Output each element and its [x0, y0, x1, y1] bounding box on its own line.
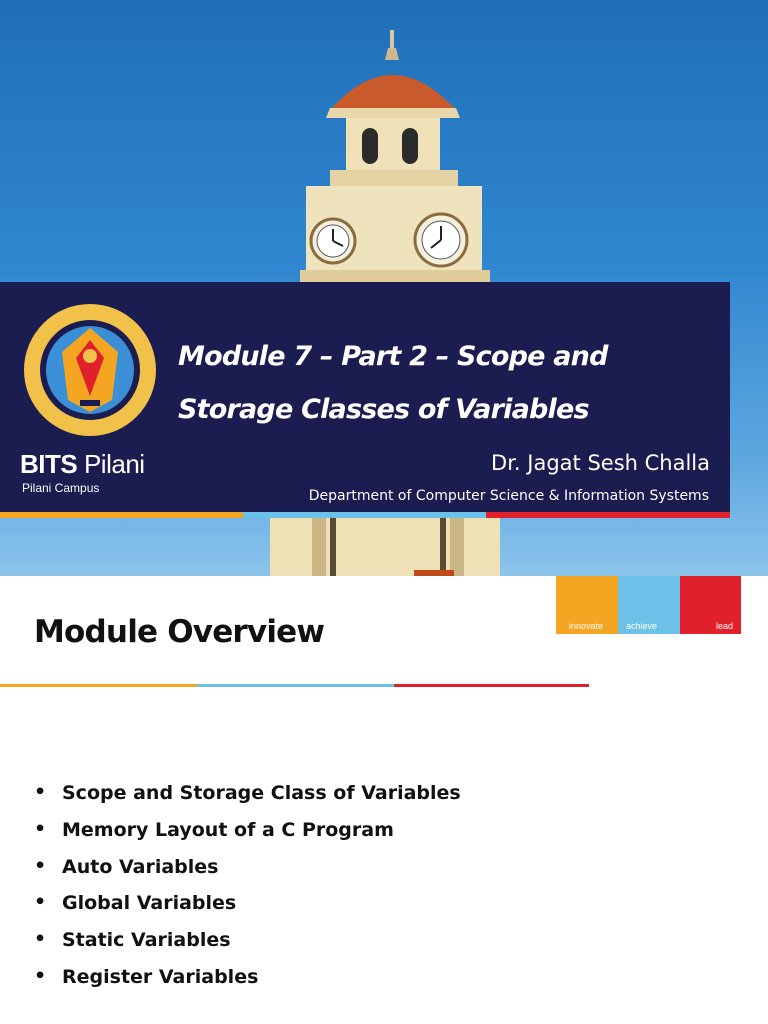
badge-achieve-label: achieve [626, 621, 658, 631]
overview-heading: Module Overview [34, 614, 325, 650]
bits-logo [20, 300, 160, 440]
badge-lead-label: lead [716, 621, 734, 631]
bits-wordmark-bold: BITS [20, 449, 78, 479]
heading-stripe-red [394, 684, 589, 687]
list-item [34, 966, 461, 1003]
badge-lead [680, 576, 741, 634]
badge-innovate [556, 576, 618, 634]
stripe-blue [243, 512, 486, 518]
bits-pilani-wordmark [20, 449, 145, 480]
list-item [34, 819, 461, 856]
bullet-icon: • [34, 964, 47, 987]
bullet-icon: • [34, 817, 47, 840]
list-item-text: Scope and Storage Class of Variables [62, 782, 461, 804]
list-item-text: Global Variables [62, 892, 237, 915]
department-name: Department of Computer Science & Information Systems [308, 488, 709, 504]
list-item [34, 892, 461, 929]
slide-title [178, 330, 698, 436]
list-item-text: Register Variables [62, 965, 259, 988]
list-item-text: Auto Variables [62, 855, 219, 878]
badge-achieve [618, 576, 680, 634]
list-item-text: Memory Layout of a C Program [62, 818, 394, 841]
pilani-wordmark: Pilani [77, 449, 145, 479]
badge-innovate-label: innovate [569, 621, 604, 631]
bullet-icon: • [34, 854, 47, 877]
list-item [34, 782, 461, 819]
list-item [34, 856, 461, 893]
bullet-icon: • [34, 781, 47, 803]
heading-stripe-orange [0, 684, 197, 687]
campus-label: Pilani Campus [22, 481, 100, 495]
list-item-text: Static Variables [62, 929, 231, 952]
overview-slide [0, 576, 768, 1024]
slide-title-line1: Module 7 – Part 2 – Scope and [178, 341, 608, 372]
stripe-orange [0, 512, 243, 518]
slide-title-line2: Storage Classes of Variables [178, 394, 589, 425]
list-item [34, 929, 461, 966]
overview-bullet-list [34, 782, 461, 1003]
author-name: Dr. Jagat Sesh Challa [491, 451, 710, 475]
bullet-icon: • [34, 928, 47, 951]
stripe-red [486, 512, 730, 518]
innovate-achieve-lead-badge [556, 576, 741, 634]
bullet-icon: • [34, 891, 47, 914]
heading-stripe-blue [197, 684, 394, 687]
